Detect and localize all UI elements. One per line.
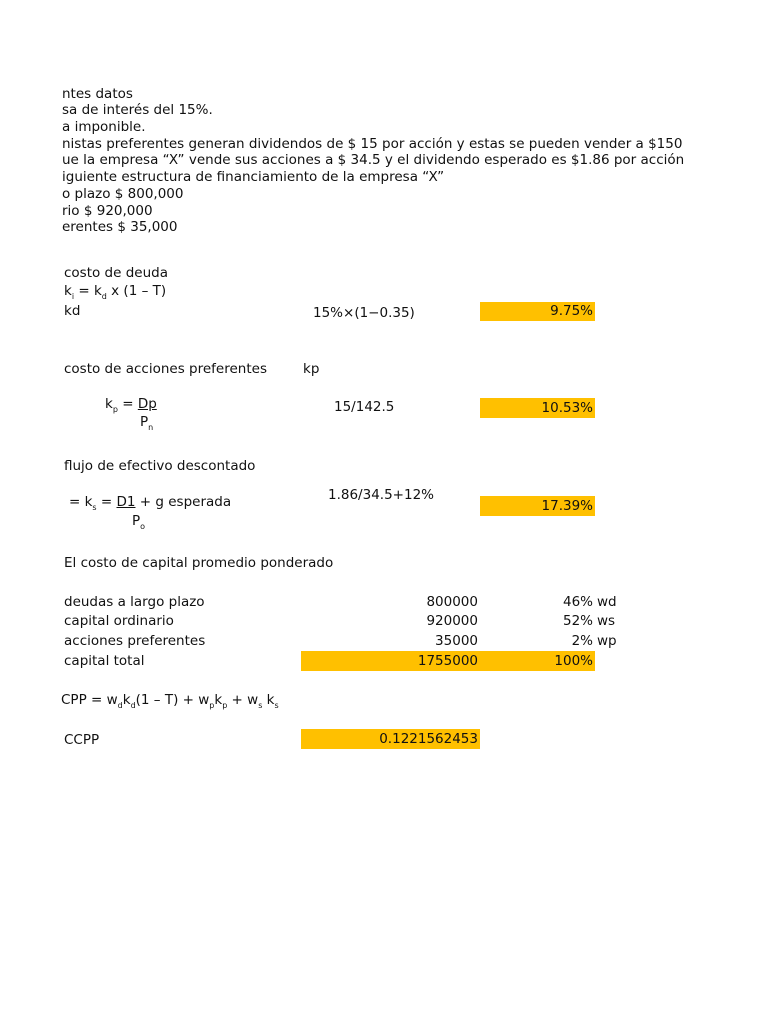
table-row-label: deudas a largo plazo bbox=[64, 594, 205, 610]
equity-title: flujo de efectivo descontado bbox=[64, 458, 256, 474]
total-label: capital total bbox=[64, 653, 145, 669]
table-row-tag: wp bbox=[597, 633, 617, 649]
debt-title: costo de deuda bbox=[64, 265, 168, 281]
equity-result: 17.39% bbox=[541, 498, 593, 514]
intro-line: sa de interés del 15%. bbox=[62, 102, 213, 118]
wacc-title: El costo de capital promedio ponderado bbox=[64, 555, 334, 571]
table-row-label: capital ordinario bbox=[64, 613, 174, 629]
ccpp-value: 0.1221562453 bbox=[379, 731, 478, 747]
table-row-tag: wd bbox=[597, 594, 617, 610]
total-pct: 100% bbox=[554, 653, 593, 669]
intro-line: iguiente estructura de financiamiento de la empresa “X” bbox=[62, 169, 445, 185]
preferred-denominator: $P_n$ bbox=[140, 414, 154, 432]
total-amount: 1755000 bbox=[417, 653, 478, 669]
debt-label: kd bbox=[64, 303, 81, 319]
intro-line: nistas preferentes generan dividendos de $ 15 por acción y estas se pueden vender a $150 bbox=[62, 136, 683, 152]
table-row-amount: 920000 bbox=[426, 613, 478, 629]
table-row-amount: 800000 bbox=[426, 594, 478, 610]
table-row-tag: ws bbox=[597, 613, 616, 629]
wacc-formula: CPP = $w_dk_d(1 - T) + w_pk_p + w_s$ $k_s$ bbox=[61, 692, 279, 710]
debt-formula: $k_i = k_d$ x (1 – T) bbox=[64, 283, 167, 301]
intro-line: rio $ 920,000 bbox=[62, 203, 153, 219]
preferred-title: costo de acciones preferentes bbox=[64, 361, 267, 377]
preferred-tag: kp bbox=[303, 361, 320, 377]
intro-line: ue la empresa “X” vende sus acciones a $ 34.5 y el dividendo esperado es $1.86 por acción bbox=[62, 152, 685, 168]
preferred-calc: 15/142.5 bbox=[334, 399, 395, 415]
debt-calc: 15%×(1−0.35) bbox=[313, 305, 415, 321]
table-row-pct: 46% bbox=[562, 594, 593, 610]
preferred-result: 10.53% bbox=[541, 400, 593, 416]
table-row-amount: 35000 bbox=[435, 633, 478, 649]
debt-result: 9.75% bbox=[550, 303, 593, 319]
intro-line: o plazo $ 800,000 bbox=[62, 186, 184, 202]
intro-line: a imponible. bbox=[62, 119, 146, 135]
intro-line: erentes $ 35,000 bbox=[62, 219, 178, 235]
equity-denominator: $P_o$ bbox=[132, 513, 146, 531]
table-row-pct: 52% bbox=[562, 613, 593, 629]
table-row-pct: 2% bbox=[571, 633, 593, 649]
ccpp-label: CCPP bbox=[64, 732, 100, 748]
intro-line: ntes datos bbox=[62, 86, 133, 102]
table-row-label: acciones preferentes bbox=[64, 633, 206, 649]
preferred-formula: $k_p = Dp$ bbox=[105, 396, 157, 414]
equity-formula: = $k_s = D1 + g$ esperada bbox=[69, 494, 232, 512]
equity-calc: 1.86/34.5+12% bbox=[328, 487, 434, 503]
